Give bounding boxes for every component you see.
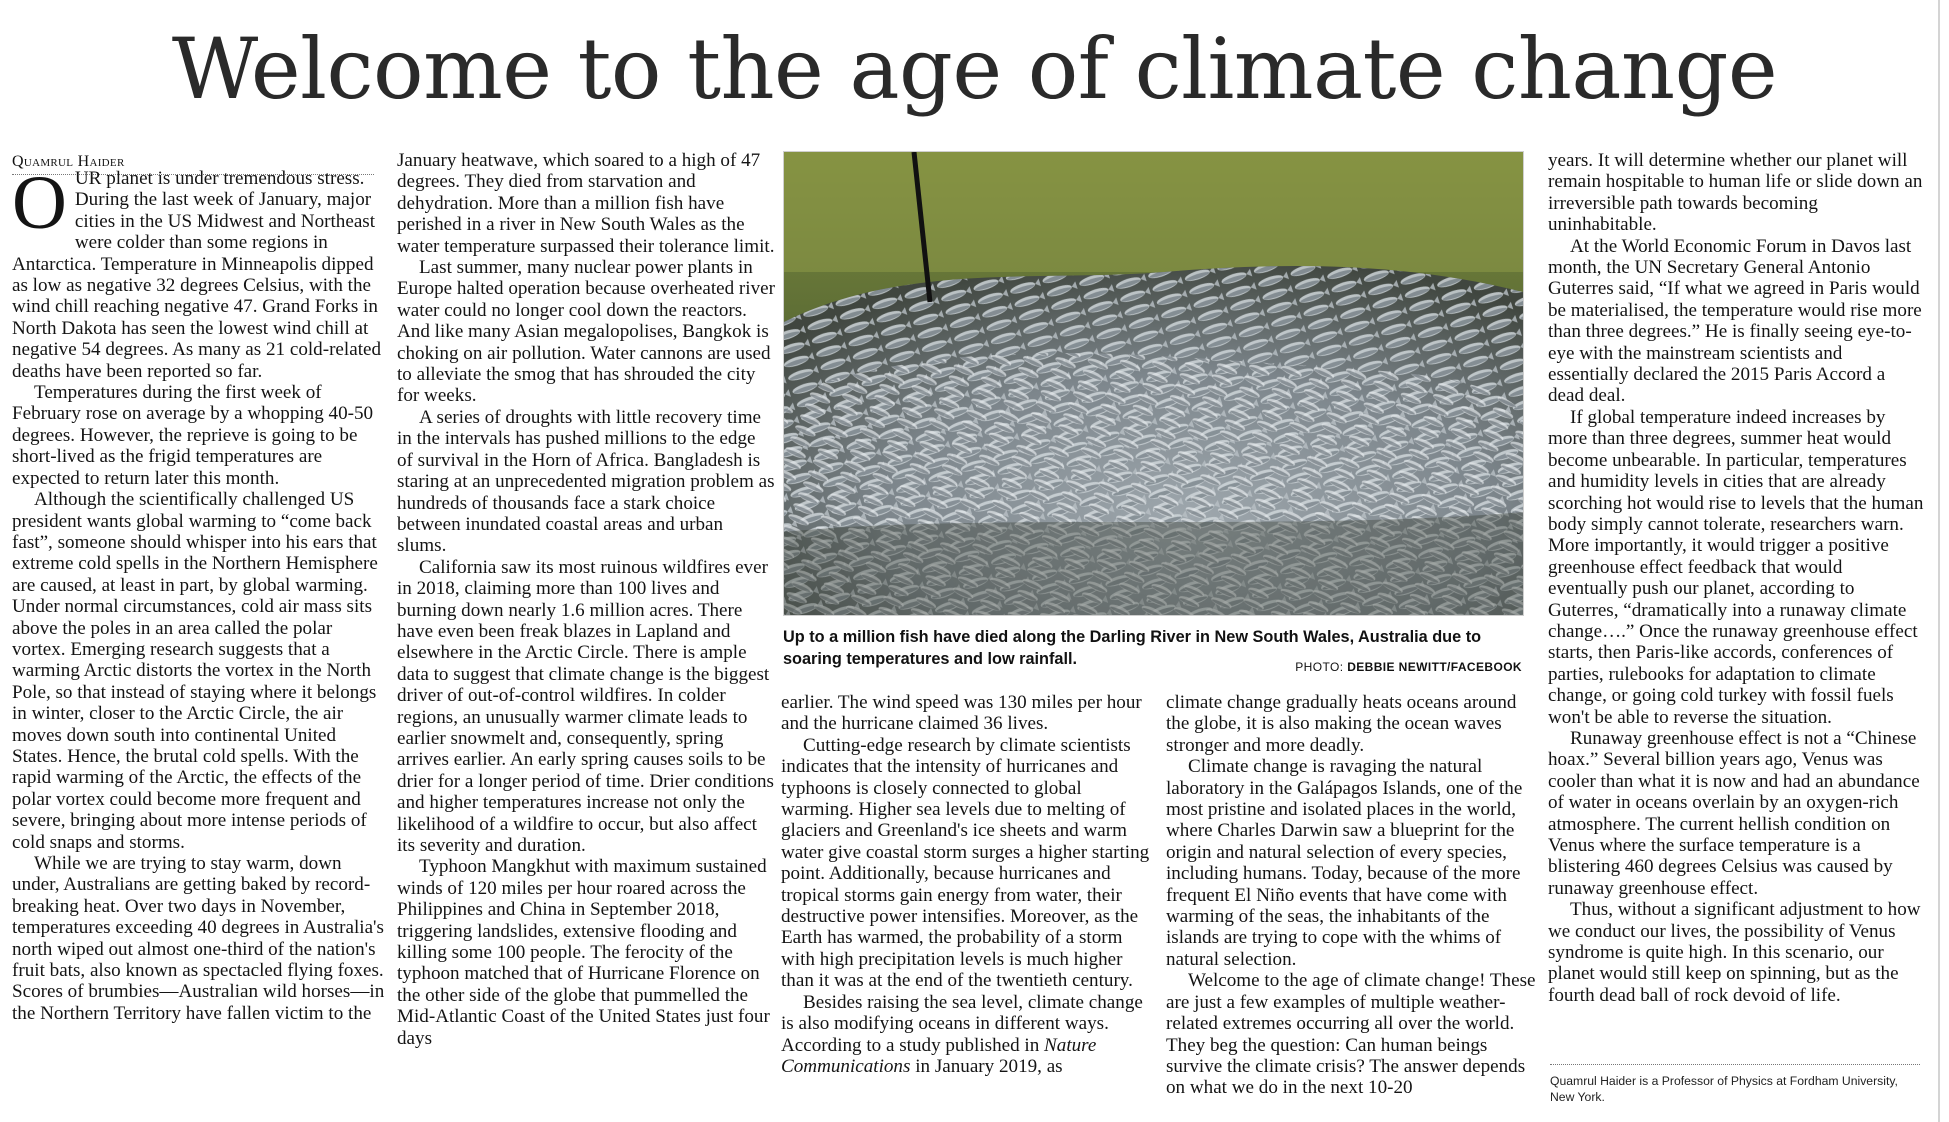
paragraph: Cutting-edge research by climate scientists indicates that the intensity of hurricanes and typhoons is closely connected to global warming. Higher sea levels due to melting of glaciers and Greenland's ice sheets and warm water give coastal storm surges a higher starting point. Additionally, because hurricanes and tropical storms gain energy from water, their destructive power intensifies. Moreover, as the Earth has warmed, the probability of a storm with high precipitation levels is much higher than it was at the end of the twentieth century. xyxy=(781,734,1150,992)
paragraph: Typhoon Mangkhut with maximum sustained winds of 120 miles per hour roared across the Philippines and China in September 2018, triggering landslides, extensive flooding and killing some 100 people. The ferocity of the typhoon matched that of Hurricane Florence on the other side of the globe that pummelled the Mid-Atlantic Coast of the United States just four days xyxy=(397,856,770,1049)
paragraph xyxy=(781,992,1153,1078)
paragraph: Thus, without a significant adjustment to how we conduct our lives, the possibility of Venus syndrome is quite high. In this scenario, our planet would still keep on spinning, but as the fourth dead ball of rock devoid of life. xyxy=(1548,899,1921,1006)
paragraph: earlier. The wind speed was 130 miles per hour and the hurricane claimed 36 lives. xyxy=(781,692,1142,735)
drop-cap: O xyxy=(12,168,67,245)
paragraph: Runaway greenhouse effect is not a “Chinese hoax.” Several billion years ago, Venus was cooler than what it is now and had an abundance of water in oceans overlain by an oxygen-rich atmosphere. The current hellish condition on Venus where the surface temperature is a blistering 460 degrees Celsius was caused by runaway greenhouse effect. xyxy=(1548,727,1920,899)
paragraph: Welcome to the age of climate change! These are just a few examples of multiple weather-related extremes occurring all over the world. They beg the question: Can human beings survive the climate crisis? The answer depends on what we do in the next 10-20 xyxy=(1166,970,1536,1099)
paragraph: January heatwave, which soared to a high of 47 degrees. They died from starvation and dehydration. More than a million fish have perished in a river in New South Wales as the water temperature surpassed their tolerance limit. xyxy=(397,150,775,257)
dead-fish-photo xyxy=(783,151,1524,616)
article-column-4 xyxy=(1166,692,1538,1112)
photo-caption: Up to a million fish have died along the Darling River in New South Wales, Australia due to soaring temperatures and low rainfall. xyxy=(783,628,1482,668)
paragraph: Last summer, many nuclear power plants in Europe halted operation because overheated river water could no longer cool down the reactors. And like many Asian megalopolises, Bangkok is choking on air pollution. Water cannons are used to alleviate the smog that has shrouded the city for weeks. xyxy=(397,257,775,407)
paragraph: climate change gradually heats oceans around the globe, it is also making the ocean waves stronger and more deadly. xyxy=(1166,692,1517,756)
paragraph-text: Besides raising the sea level, climate change is also modifying oceans in different ways. According to a study published in xyxy=(781,991,1143,1056)
paragraph: If global temperature indeed increases by more than three degrees, summer heat would become unbearable. In particular, temperatures and humidity levels in cities that are already scorching hot would rise to levels that the human body simply cannot tolerate, researchers warn. More importantly, it would trigger a positive greenhouse effect feedback that would eventually push our planet, according to Guterres, “dramatically into a runaway climate change….” Once the runaway greenhouse effect starts, then Paris-like accords, conferences of parties, rulebooks for adaptation to climate change, or going cold turkey with fossil fuels won't be able to reverse the situation. xyxy=(1548,406,1924,728)
article-column-3 xyxy=(781,692,1153,1112)
paragraph: Although the scientifically challenged US president wants global warming to “come back fast”, someone should whisper into his ears that extreme cold spells in the Northern Hemisphere are caused, at least in part, by global warming. Under normal circumstances, cold air mass sits above the poles in an area called the polar vortex. Emerging research suggests that a warming Arctic distorts the vortex in the North Pole, so that instead of staying where it belongs in winter, closer to the Arctic Circle, the air moves down south into continental United States. Hence, the brutal cold spells. With the rapid warming of the Arctic, the effects of the polar vortex could become more frequent and severe, bringing about more intense periods of cold snaps and storms. xyxy=(12,489,378,853)
paragraph: Climate change is ravaging the natural laboratory in the Galápagos Islands, one of the most pristine and isolated places in the world, where Charles Darwin saw a blueprint for the origin and natural selection of every species, including humans. Today, because of the more frequent El Niño events that have come with warming of the seas, the inhabitants of the islands are trying to cope with the whims of natural selection. xyxy=(1166,756,1523,970)
lead-text: planet is under tremendous stress. During the last week of January, major cities in the US Midwest and Northeast were colder than some regions in Antarctica. Temperature in Minneapolis dipped as low as negative 32 degrees Celsius, with the wind chill reaching negative 47. Grand Forks in North Dakota has seen the lowest wind chill at negative 54 degrees. As many as 21 cold-related deaths have been reported so far. xyxy=(12,168,382,382)
byline: Quamrul Haider xyxy=(12,152,374,175)
paragraph: A series of droughts with little recovery time in the intervals has pushed millions to the edge of survival in the Horn of Africa. Bangladesh is staring at an unprecedented migration problem as hundreds of thousands face a stark choice between inundated coastal areas and urban slums. xyxy=(397,406,775,557)
lead-in: UR xyxy=(74,168,102,189)
paragraph: California saw its most ruinous wildfires ever in 2018, claiming more than 100 lives and burning down nearly 1.6 million acres. There have even been freak blazes in Lapland and elsewhere in the Arctic Circle. There is ample data to suggest that climate change is the biggest driver of out-of-control wildfires. In colder regions, an unusually warmer climate leads to earlier snowmelt and, consequently, spring arrives earlier. An early spring causes soils to be drier for a longer period of time. Drier conditions and higher temperatures increase not only the likelihood of a wildfire to occur, but also affect its severity and duration. xyxy=(397,556,774,856)
paragraph: At the World Economic Forum in Davos last month, the UN Secretary General Antonio Guterres said, “If what we agreed in Paris would be materialised, the temperature would rise more than three degrees.” He is finally seeing eye-to-eye with the mainstream scientists and essentially declared the 2015 Paris Accord a dead deal. xyxy=(1548,235,1922,407)
journal-name: Nature Communications xyxy=(781,1034,1097,1077)
photo-credit-label: PHOTO: xyxy=(1295,660,1344,674)
paragraph: Temperatures during the first week of February rose on average by a whopping 40-50 degrees. However, the reprieve is going to be short-lived as the frigid temperatures are expected to return later this month. xyxy=(12,382,374,489)
photo-credit xyxy=(1295,660,1522,674)
paragraph-text: in January 2019, as xyxy=(910,1055,1063,1077)
article-column-1 xyxy=(12,168,390,1118)
headline: Welcome to the age of climate change xyxy=(171,20,1778,118)
article-column-2 xyxy=(397,150,775,1110)
photo-illustration xyxy=(784,152,1523,615)
article-column-5 xyxy=(1548,150,1926,1060)
paragraph: While we are trying to stay warm, down under, Australians are getting baked by record-breaking heat. Over two days in November, temperatures exceeding 40 degrees in Australia's north wiped out almost one-third of the nation's fruit bats, also known as spectacled flying foxes. Scores of brumbies—Australian wild horses—in the Northern Territory have fallen victim to the xyxy=(12,853,385,1024)
photo-credit-name: DEBBIE NEWITT/FACEBOOK xyxy=(1347,660,1522,674)
paragraph: years. It will determine whether our planet will remain hospitable to human life or slide down an irreversible path towards becoming uninhabitable. xyxy=(1548,150,1923,236)
author-bio: Quamrul Haider is a Professor of Physics at Fordham University, New York. xyxy=(1550,1064,1920,1105)
paragraph xyxy=(12,168,390,382)
page-edge-divider xyxy=(1938,0,1940,1122)
